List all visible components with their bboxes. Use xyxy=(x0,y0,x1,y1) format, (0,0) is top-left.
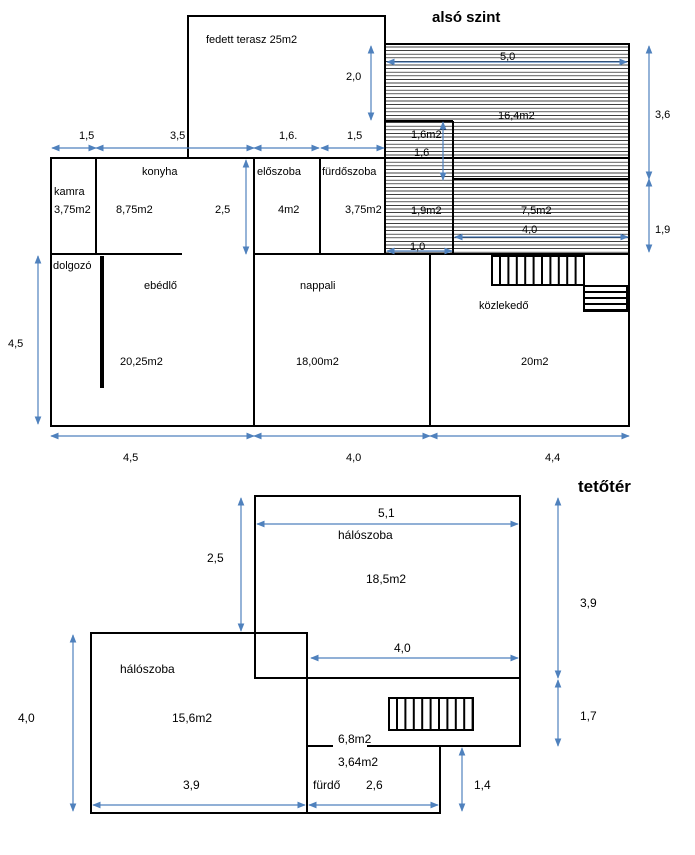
stair-steps xyxy=(500,256,584,285)
dimension-label: 4,4 xyxy=(545,452,561,464)
room-label-corridor: közlekedő xyxy=(479,300,529,312)
lower-level-title: alsó szint xyxy=(432,9,501,26)
room-area-pantry: 3,75m2 xyxy=(54,204,91,216)
room-label-living: nappali xyxy=(300,280,336,292)
dimension-label: 2,5 xyxy=(215,204,231,216)
room-area-bedroom-2: 15,6m2 xyxy=(172,711,213,725)
room-label-bathroom: fürdő xyxy=(313,778,341,792)
room-label-bedroom-1: hálószoba xyxy=(338,528,393,542)
dimension-label: 4,5 xyxy=(123,452,139,464)
dimension-label: 3,5 xyxy=(170,130,186,142)
dimension-label: 1,5 xyxy=(79,130,95,142)
room-area-hall: 6,8m2 xyxy=(338,732,372,746)
dimension-label: 1,4 xyxy=(474,778,491,792)
room-label-hall: előszoba xyxy=(257,166,302,178)
dimension-label: 3,6 xyxy=(655,109,671,121)
dimension-label: 3,9 xyxy=(580,596,597,610)
room-area-hall: 4m2 xyxy=(278,204,300,216)
attic-title: tetőtér xyxy=(578,477,631,496)
dimension-label: 4,0 xyxy=(346,452,362,464)
room-label-bathroom: fürdőszoba xyxy=(322,166,377,178)
room-label-kitchen: konyha xyxy=(142,166,178,178)
room-area-dining: 20,25m2 xyxy=(120,356,163,368)
dimension-label: 1,5 xyxy=(347,130,363,142)
deck-area-label: 16,4m2 xyxy=(498,110,535,122)
dimension-label: 4,0 xyxy=(394,641,411,655)
room-area-bedroom-1: 18,5m2 xyxy=(366,572,407,586)
deck-area-label-2: 7,5m2 xyxy=(521,205,552,217)
room-area-corridor: 20m2 xyxy=(521,356,549,368)
stair-steps xyxy=(397,698,473,730)
room-area-living: 18,00m2 xyxy=(296,356,339,368)
partition-wall xyxy=(100,256,104,388)
room-area-bathroom: 3,75m2 xyxy=(345,204,382,216)
dimension-label: 1,6 xyxy=(414,147,430,159)
room-area-kitchen: 8,75m2 xyxy=(116,204,153,216)
dimension-label: 4,5 xyxy=(8,338,24,350)
room-label-bedroom-2: hálószoba xyxy=(120,662,175,676)
dimension-label: 1,6. xyxy=(279,130,298,142)
dimension-label: 2,6 xyxy=(366,778,383,792)
small-area-label: 1,6m2 xyxy=(411,129,442,141)
attic-plan xyxy=(18,477,631,813)
lower-level-plan xyxy=(8,9,670,464)
room-label-terrace: fedett terasz 25m2 xyxy=(206,34,298,46)
dimension-label: 4,0 xyxy=(522,224,538,236)
room-label-pantry: kamra xyxy=(54,186,85,198)
stair-run xyxy=(492,256,584,285)
dimension-label: 1,9 xyxy=(655,224,671,236)
dimension-label: 2,5 xyxy=(207,551,224,565)
room-area-bathroom: 3,64m2 xyxy=(338,755,379,769)
room-label-study: dolgozó xyxy=(53,260,92,272)
dimension-label: 5,1 xyxy=(378,506,395,520)
bedroom-1-room xyxy=(255,496,520,678)
dimension-label: 4,0 xyxy=(18,711,35,725)
dimension-label: 1,0 xyxy=(410,241,426,253)
dimension-label: 3,9 xyxy=(183,778,200,792)
room-label-dining: ebédlő xyxy=(144,280,178,292)
dimension-label: 5,0 xyxy=(500,51,516,63)
small-area-label-2: 1,9m2 xyxy=(411,205,442,217)
dimension-label: 2,0 xyxy=(346,71,362,83)
stair-steps xyxy=(584,292,627,310)
dimension-label: 1,7 xyxy=(580,709,597,723)
